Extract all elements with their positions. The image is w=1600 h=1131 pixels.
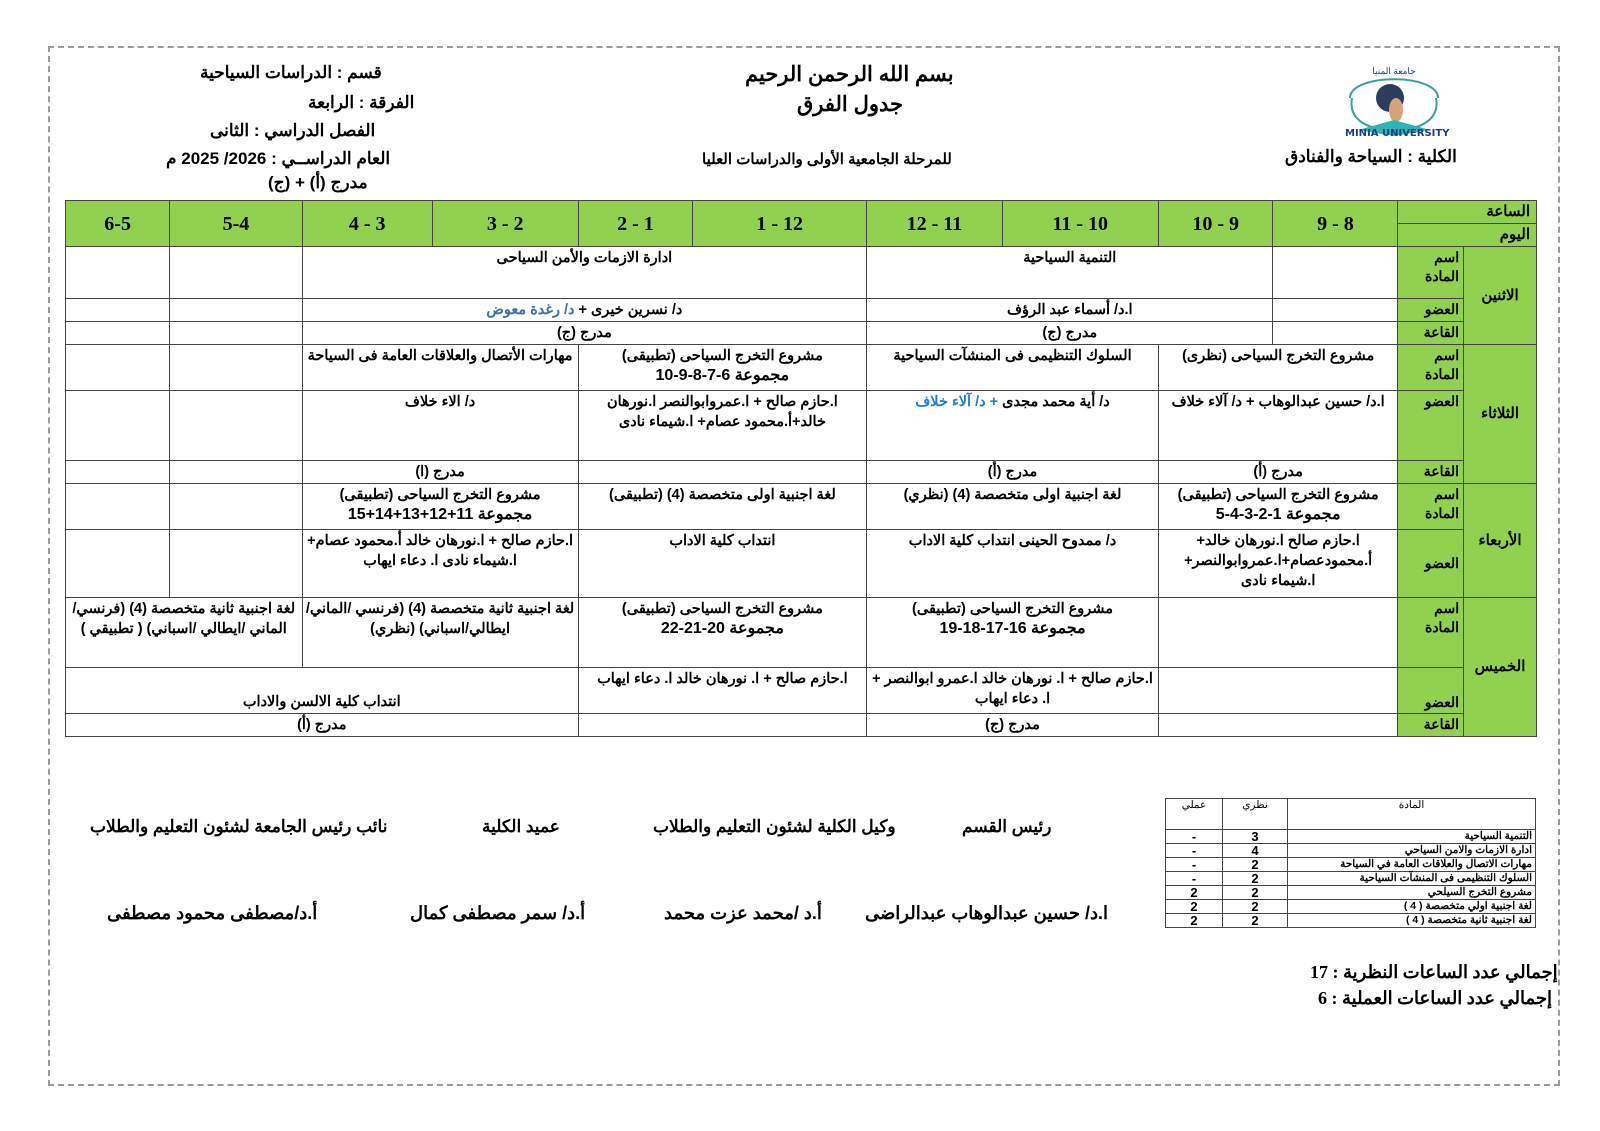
cell-hall: مدرج (ا)	[302, 461, 578, 484]
cell-subject: مشروع التخرج السياحى (تطبيقى) مجموعة 1-2-3-4-5	[1158, 484, 1398, 530]
signature-name: أ.د /محمد عزت محمد	[664, 903, 822, 923]
time-slot: 5-4	[170, 201, 302, 247]
time-slot: 10 - 9	[1158, 201, 1273, 247]
signature-title: وكيل الكلية لشئون التعليم والطلاب	[653, 817, 896, 836]
day-monday: الاثنين	[1464, 247, 1537, 345]
hours-header-row	[1166, 799, 1536, 830]
table-row	[1166, 830, 1536, 844]
cell	[1273, 299, 1398, 322]
cell	[66, 391, 170, 461]
table-row	[66, 668, 1537, 714]
row-practical: -	[1166, 872, 1223, 886]
cell-hall	[578, 461, 867, 484]
cell	[66, 322, 170, 345]
hall-heading: مدرج (أ) + (ج)	[268, 173, 368, 192]
academic-year: العام الدراســي : 2026/ 2025 م	[166, 149, 391, 168]
table-row	[66, 714, 1537, 737]
hall-label: القاعة	[1398, 461, 1464, 484]
row-theory: 2	[1223, 858, 1288, 872]
department: قسم : الدراسات السياحية	[200, 63, 382, 82]
cell-member: ا.حازم صالح + ا.نورهان خالد أ.محمود عصام+ ا.شيماء نادى ا. دعاء ايهاب	[302, 530, 578, 598]
time-slot: 3 - 2	[432, 201, 578, 247]
member-label: العضو	[1398, 391, 1464, 461]
row-theory: 2	[1223, 872, 1288, 886]
faculty: الكلية : السياحة والفنادق	[1285, 147, 1457, 166]
semester: الفصل الدراسي : الثانى	[210, 121, 376, 140]
cell	[66, 461, 170, 484]
row-subject: مشروع التخرج السيلحي	[1288, 886, 1536, 900]
table-row	[66, 598, 1537, 668]
cell-member: د/ ممدوح الحينى انتداب كلية الاداب	[867, 530, 1159, 598]
cell-subject: لغة اجنبية ثانية متخصصة (4) (فرنسي/ الماني /ايطالي /اسباني) ( تطبيقي )	[66, 598, 303, 668]
cell	[1273, 322, 1398, 345]
header-subject: المادة	[1288, 799, 1536, 830]
row-subject: مهارات الاتصال والعلاقات العامة في السياحة	[1288, 858, 1536, 872]
cell	[170, 247, 302, 299]
cell-subject: مهارات الأتصال والعلاقات العامة فى السياحة	[302, 345, 578, 391]
table-row	[1166, 914, 1536, 928]
row-theory: 2	[1223, 886, 1288, 900]
row-practical: -	[1166, 858, 1223, 872]
row-theory: 2	[1223, 914, 1288, 928]
cell-subject: مشروع التخرج السياحى (تطبيقى) مجموعة 11+12+13+14+15	[302, 484, 578, 530]
cell	[170, 484, 302, 530]
hour-label: الساعة	[1398, 201, 1537, 224]
cell-member: ا.د/ أسماء عبد الرؤف	[867, 299, 1273, 322]
cell-hall: مدرج (ج)	[302, 322, 867, 345]
cell-subject: ادارة الازمات والأمن السياحى	[302, 247, 867, 299]
cell-subject: لغة اجنبية ثانية متخصصة (4) (فرنسي /الماني/ايطالي/اسباني) (نظري)	[302, 598, 578, 668]
total-theory-hours: إجمالي عدد الساعات النظرية : 17	[1310, 962, 1558, 982]
cell	[170, 345, 302, 391]
table-row	[66, 322, 1537, 345]
time-slot: 2 - 1	[578, 201, 693, 247]
table-row	[66, 345, 1537, 391]
logo-arabic: جامعة المنيا	[1372, 66, 1416, 76]
time-slot: 9 - 8	[1273, 201, 1398, 247]
subtitle: للمرحلة الجامعية الأولى والدراسات العليا	[702, 151, 952, 168]
subject-label: اسم المادة	[1398, 598, 1464, 668]
cell	[66, 247, 170, 299]
schedule-table	[65, 200, 1537, 737]
member-label: العضو	[1398, 530, 1464, 598]
row-subject: التنمية السياحية	[1288, 830, 1536, 844]
time-slot: 11 - 10	[1002, 201, 1158, 247]
cell	[1273, 247, 1398, 299]
cell-member: د/ الاء خلاف	[302, 391, 578, 461]
cell-member: ا.حازم صالح + ا. نورهان خالد ا. دعاء ايهاب	[578, 668, 867, 714]
logo-text: MINIA UNIVERSITY	[1345, 128, 1450, 139]
cell	[170, 299, 302, 322]
cell	[1158, 714, 1398, 737]
time-slot: 6-5	[66, 201, 170, 247]
table-row	[66, 530, 1537, 598]
cell-member: ا.حازم صالح + ا. نورهان خالد ا.عمرو ابوالنصر + ا. دعاء ايهاب	[867, 668, 1159, 714]
row-practical: -	[1166, 844, 1223, 858]
cell	[170, 391, 302, 461]
subject-label: اسم المادة	[1398, 484, 1464, 530]
cell	[66, 299, 170, 322]
cell-hall: مدرج (ج)	[867, 322, 1273, 345]
row-subject: لغة اجنبية ثانية متخصصة ( 4 )	[1288, 914, 1536, 928]
table-row	[1166, 872, 1536, 886]
time-header-row	[66, 201, 1537, 224]
row-subject: السلوك التنظيمى فى المنشآت السياحية	[1288, 872, 1536, 886]
time-slot: 1 - 12	[693, 201, 867, 247]
page-title: جدول الفرق	[797, 93, 903, 116]
cell	[66, 530, 170, 598]
hall-label: القاعة	[1398, 322, 1464, 345]
row-practical: 2	[1166, 914, 1223, 928]
row-subject: ادارة الازمات والامن السياحي	[1288, 844, 1536, 858]
table-row	[66, 247, 1537, 299]
row-theory: 3	[1223, 830, 1288, 844]
cell-member: د/ أية محمد مجدى + د/ آلاء خلاف	[867, 391, 1159, 461]
cell	[66, 345, 170, 391]
row-theory: 4	[1223, 844, 1288, 858]
cell	[170, 461, 302, 484]
hours-table	[1165, 798, 1536, 928]
header-theory: نظري	[1223, 799, 1288, 830]
time-slot: 12 - 11	[867, 201, 1002, 247]
signature-title: رئيس القسم	[962, 817, 1052, 836]
cell-member: ا.د/ حسين عبدالوهاب + د/ آلاء خلاف	[1158, 391, 1398, 461]
row-practical: 2	[1166, 886, 1223, 900]
bismillah: بسم الله الرحمن الرحيم	[745, 63, 954, 86]
member-label: العضو	[1398, 668, 1464, 714]
signature-name: ا.د/ حسين عبدالوهاب عبدالراضى	[865, 903, 1108, 923]
signature-name: أ.د/مصطفى محمود مصطفى	[107, 903, 318, 923]
table-row	[66, 391, 1537, 461]
cell-member: انتداب كلية الاداب	[578, 530, 867, 598]
cell-subject: مشروع التخرج السياحى (تطبيقى) مجموعة 20-21-22	[578, 598, 867, 668]
cell-subject: مشروع التخرج السياحى (تطبيقى) مجموعة 6-7-8-9-10	[578, 345, 867, 391]
row-theory: 2	[1223, 900, 1288, 914]
table-row	[1166, 900, 1536, 914]
table-row	[66, 299, 1537, 322]
cell-subject: لغة اجنبية اولى متخصصة (4) (تطبيقى)	[578, 484, 867, 530]
cell-member: ا.حازم صالح + ا.عمروابوالنصر ا.نورهان خالد+أ.محمود عصام+ ا.شيماء نادى	[578, 391, 867, 461]
cell	[170, 322, 302, 345]
table-row	[1166, 858, 1536, 872]
cell	[1158, 668, 1398, 714]
cell-member: انتداب كلية الالسن والاداب	[66, 668, 579, 714]
day-tuesday: الثلاثاء	[1464, 345, 1537, 484]
cell-hall: مدرج (ج)	[867, 714, 1159, 737]
cell-hall: مدرج (أ)	[66, 714, 579, 737]
member-label: العضو	[1398, 299, 1464, 322]
level: الفرقة : الرابعة	[308, 93, 415, 112]
header-practical: عملي	[1166, 799, 1223, 830]
day-thursday: الخميس	[1464, 598, 1537, 737]
cell-subject: التنمية السياحية	[867, 247, 1273, 299]
cell	[578, 714, 867, 737]
cell	[170, 530, 302, 598]
signature-title: عميد الكلية	[482, 817, 560, 836]
cell-hall: مدرج (أ)	[867, 461, 1159, 484]
subject-label: اسم المادة	[1398, 345, 1464, 391]
table-row	[66, 461, 1537, 484]
row-practical: 2	[1166, 900, 1223, 914]
row-subject: لغة اجنبية اولي متخصصة ( 4 )	[1288, 900, 1536, 914]
cell-member: د/ نسرين خيرى + د/ رغدة معوض	[302, 299, 867, 322]
cell	[66, 484, 170, 530]
subject-label: اسم المادة	[1398, 247, 1464, 299]
table-row	[66, 484, 1537, 530]
cell-member: ا.حازم صالح ا.نورهان خالد+ أ.محمودعصام+ا.عمروابوالنصر+ ا.شيماء نادى	[1158, 530, 1398, 598]
time-slot: 4 - 3	[302, 201, 432, 247]
day-label: اليوم	[1398, 224, 1537, 247]
cell	[1158, 598, 1398, 668]
hall-label: القاعة	[1398, 714, 1464, 737]
day-wednesday: الأربعاء	[1464, 484, 1537, 598]
cell-subject: مشروع التخرج السياحى (نظرى)	[1158, 345, 1398, 391]
signature-title: نائب رئيس الجامعة لشئون التعليم والطلاب	[90, 817, 388, 836]
cell-subject: لغة اجنبية اولى متخصصة (4) (نظري)	[867, 484, 1159, 530]
signature-name: أ.د/ سمر مصطفى كمال	[410, 903, 586, 923]
cell-subject: السلوك التنظيمى فى المنشآت السياحية	[867, 345, 1159, 391]
table-row	[1166, 844, 1536, 858]
cell-subject: مشروع التخرج السياحى (تطبيقى) مجموعة 16-17-18-19	[867, 598, 1159, 668]
cell-hall: مدرج (أ)	[1158, 461, 1398, 484]
table-row	[1166, 886, 1536, 900]
total-practical-hours: إجمالي عدد الساعات العملية : 6	[1318, 988, 1553, 1008]
row-practical: -	[1166, 830, 1223, 844]
